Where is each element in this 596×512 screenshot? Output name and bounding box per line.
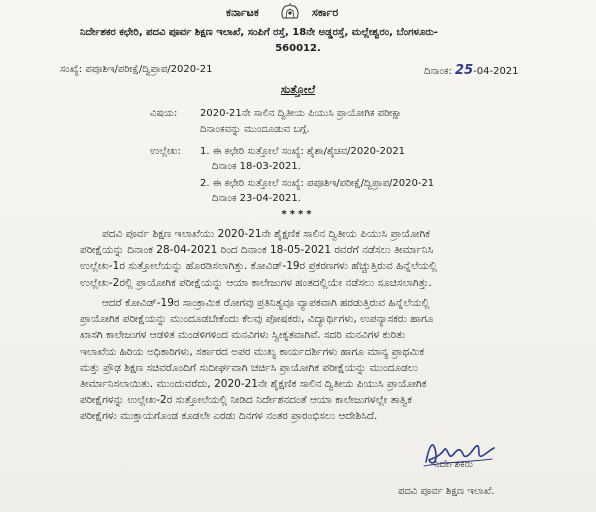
paragraph-line: ಉಲ್ಲೇಖ-2ರಲ್ಲಿ ಪ್ರಾಯೋಗಿಕ ಪರೀಕ್ಷೆಯನ್ನು ಆಯಾ ಕಾಲೇಜುಗಳ ಹಂತದಲ್ಲಿಯೇ ನಡೆಸಲು ಸೂಚಿಸಲಾಗಿತ್ತು. [80, 276, 432, 289]
paragraph-line: ಪರೀಕ್ಷೆಯನ್ನು ದಿನಾಂಕ 28-04-2021 ರಿಂದ ದಿನಾಂಕ 18-05-2021 ರವರೆಗೆ ನಡೆಸಲು ತೀರ್ಮಾನಿಸಿ [80, 244, 434, 257]
paragraph-line: ಉಲ್ಲೇಖ-1ರ ಸುತ್ತೋಲೆಯನ್ನು ಹೊರಡಿಸಲಾಗಿತ್ತು. ಕೋವಿಡ್-19ರ ಪ್ರಕರಣಗಳು ಹೆಚ್ಚುತ್ತಿರುವ ಹಿನ್ನೆಲೆಯಲ್ಲಿ [80, 260, 438, 273]
reference-item-1-line2: ದಿನಾಂಕ 18-03-2021. [212, 161, 301, 172]
reference-item-2-line2: ದಿನಾಂಕ 23-04-2021. [212, 193, 301, 204]
body-paragraph-1 [80, 226, 560, 291]
header-state-left: ಕರ್ನಾಟಕ [226, 6, 259, 19]
date-month-year: -04-2021 [473, 66, 519, 77]
paragraph-line: ಮತ್ತು ಪ್ರೌಢ ಶಿಕ್ಷಣ ಸಚಿವರೊಂದಿಗೆ ಸುದೀರ್ಘವಾಗಿ ಚರ್ಚಿಸಿ ಪ್ರಾಯೋಗಿಕ ಪರೀಕ್ಷೆಯನ್ನು ಮುಂದೂಡಲು [80, 361, 418, 374]
paragraph-line: ಇಲಾಖೆಯ ಹಿರಿಯ ಅಧಿಕಾರಿಗಳು, ಸರ್ಕಾರದ ಅಪರ ಮುಖ್ಯ ಕಾರ್ಯದರ್ಶಿಗಳು ಹಾಗೂ ಮಾನ್ಯ ಪ್ರಾಥಮಿಕ [80, 345, 425, 358]
signatory-title: ನಿರ್ದೇಶಕರು [434, 459, 473, 470]
paragraph-line: ಪದವಿ ಪೂರ್ವ ಶಿಕ್ಷಣ ಇಲಾಖೆಯು 2020-21ನೇ ಶೈಕ್ಷಣಿಕ ಸಾಲಿನ ದ್ವಿತೀಯ ಪಿಯುಸಿ ಪ್ರಾಯೋಗಿಕ [102, 228, 431, 240]
paragraph-line: ಖಾಸಗಿ ಕಾಲೇಜುಗಳ ಆಡಳಿತ ಮಂಡಳಿಗಳಿಂದ ಮನವಿಗಳು ಸ್ವೀಕೃತವಾಗಿವೆ. ಸದರಿ ಮನವಿಗಳ ಕುರಿತು [80, 329, 406, 342]
header-state-right: ಸರ್ಕಾರ [312, 6, 339, 19]
paragraph-line: ಆದರೆ ಕೋವಿಡ್-19ರ ಸಾಂಕ್ರಾಮಿಕ ರೋಗವು ಪ್ರತಿನಿತ್ಯವೂ ವ್ಯಾಪಕವಾಗಿ ಹರಡುತ್ತಿರುವ ಹಿನ್ನೆಲೆಯಲ್ಲಿ [102, 297, 430, 309]
circular-title: ಸುತ್ತೋಲೆ [280, 83, 316, 96]
subject-label: ವಿಷಯ: [150, 108, 178, 119]
subject-line1: 2020-21ನೇ ಸಾಲಿನ ದ್ವಿತೀಯ ಪಿಯುಸಿ ಪ್ರಾಯೋಗಿಕ ಪರೀಕ್ಷಾ [200, 108, 402, 119]
paragraph-line: ತೀರ್ಮಾನಿಸಲಾಯಿತು. ಮುಂದುವರೆದು, 2020-21ನೇ ಶೈಕ್ಷಣಿಕ ಸಾಲಿನ ದ್ವಿತೀಯ ಪಿಯುಸಿ ಪ್ರಾಯೋಗಿಕ [80, 378, 427, 391]
state-emblem-icon [279, 2, 301, 20]
body-paragraph-2 [80, 295, 560, 425]
reference-item-2-line1: 2. ಈ ಕಛೇರಿ ಸುತ್ತೋಲೆ ಸಂಖ್ಯೆ: ಪಪೂಶಿಇ/ಪರೀಕ್ಷೆ/ದ್ವಿಪ್ರಾಪ/2020-21 [200, 178, 435, 189]
signatory-department: ಪದವಿ ಪೂರ್ವ ಶಿಕ್ಷಣ ಇಲಾಖೆ. [398, 486, 495, 497]
paragraph-line: ಪ್ರಾಯೋಗಿಕ ಪರೀಕ್ಷೆಯನ್ನು ಮುಂದೂಡಬೇಕೆಂದು ಕೆಲವು ಪೋಷಕರು, ವಿದ್ಯಾರ್ಥಿಗಳು, ಉಪನ್ಯಾಸಕರು ಹಾಗೂ [80, 313, 434, 326]
date-handwritten-day: 25 [455, 63, 474, 78]
circular-number: ಸಂಖ್ಯೆ: ಪಪೂಶಿಇ/ಪರೀಕ್ಷೆ/ದ್ವಿಪ್ರಾಪ/2020-21 [60, 64, 213, 75]
reference-item-1-line1: 1. ಈ ಕಛೇರಿ ಸುತ್ತೋಲೆ ಸಂಖ್ಯೆ: ಶೈಶಾ/ಶೈಚವ/2020-2021 [200, 146, 406, 157]
paragraph-line: ಪರೀಕ್ಷೆಗಳನ್ನು ಉಲ್ಲೇಖ-2ರ ಸುತ್ತೋಲೆಯಲ್ಲಿ ನೀಡಿದ ನಿರ್ದೇಶನದಂತೆ ಆಯಾ ಕಾಲೇಜುಗಳಲ್ಲೇ ತಾತ್ವಿಕ [80, 394, 412, 407]
circular-date [424, 63, 519, 78]
separator-stars: **** [281, 209, 315, 220]
office-address-line1: ನಿರ್ದೇಶಕರ ಕಛೇರಿ, ಪದವಿ ಪೂರ್ವ ಶಿಕ್ಷಣ ಇಲಾಖೆ, ಸಂಪಿಗೆ ರಸ್ತೆ, 18ನೇ ಅಡ್ಡರಸ್ತೆ, ಮಲ್ಲೇಶ್ವರಂ, ಬೆಂಗಳೂರು- [80, 27, 438, 38]
office-address-line2: 560012. [275, 43, 321, 54]
date-label: ದಿನಾಂಕ: [424, 66, 452, 77]
references-label: ಉಲ್ಲೇಖ: [150, 146, 181, 157]
paragraph-line: ಪರೀಕ್ಷೆಗಳು ಮುಕ್ತಾಯಗೊಂಡ ಕೂಡಲೇ ಎರಡು ದಿನಗಳ ನಂತರ ಪ್ರಾರಂಭಿಸಲು ಆದೇಶಿಸಿದೆ. [80, 410, 378, 423]
subject-line2: ದಿನಾಂಕವನ್ನು ಮುಂದೂಡುವ ಬಗ್ಗೆ. [200, 124, 310, 135]
